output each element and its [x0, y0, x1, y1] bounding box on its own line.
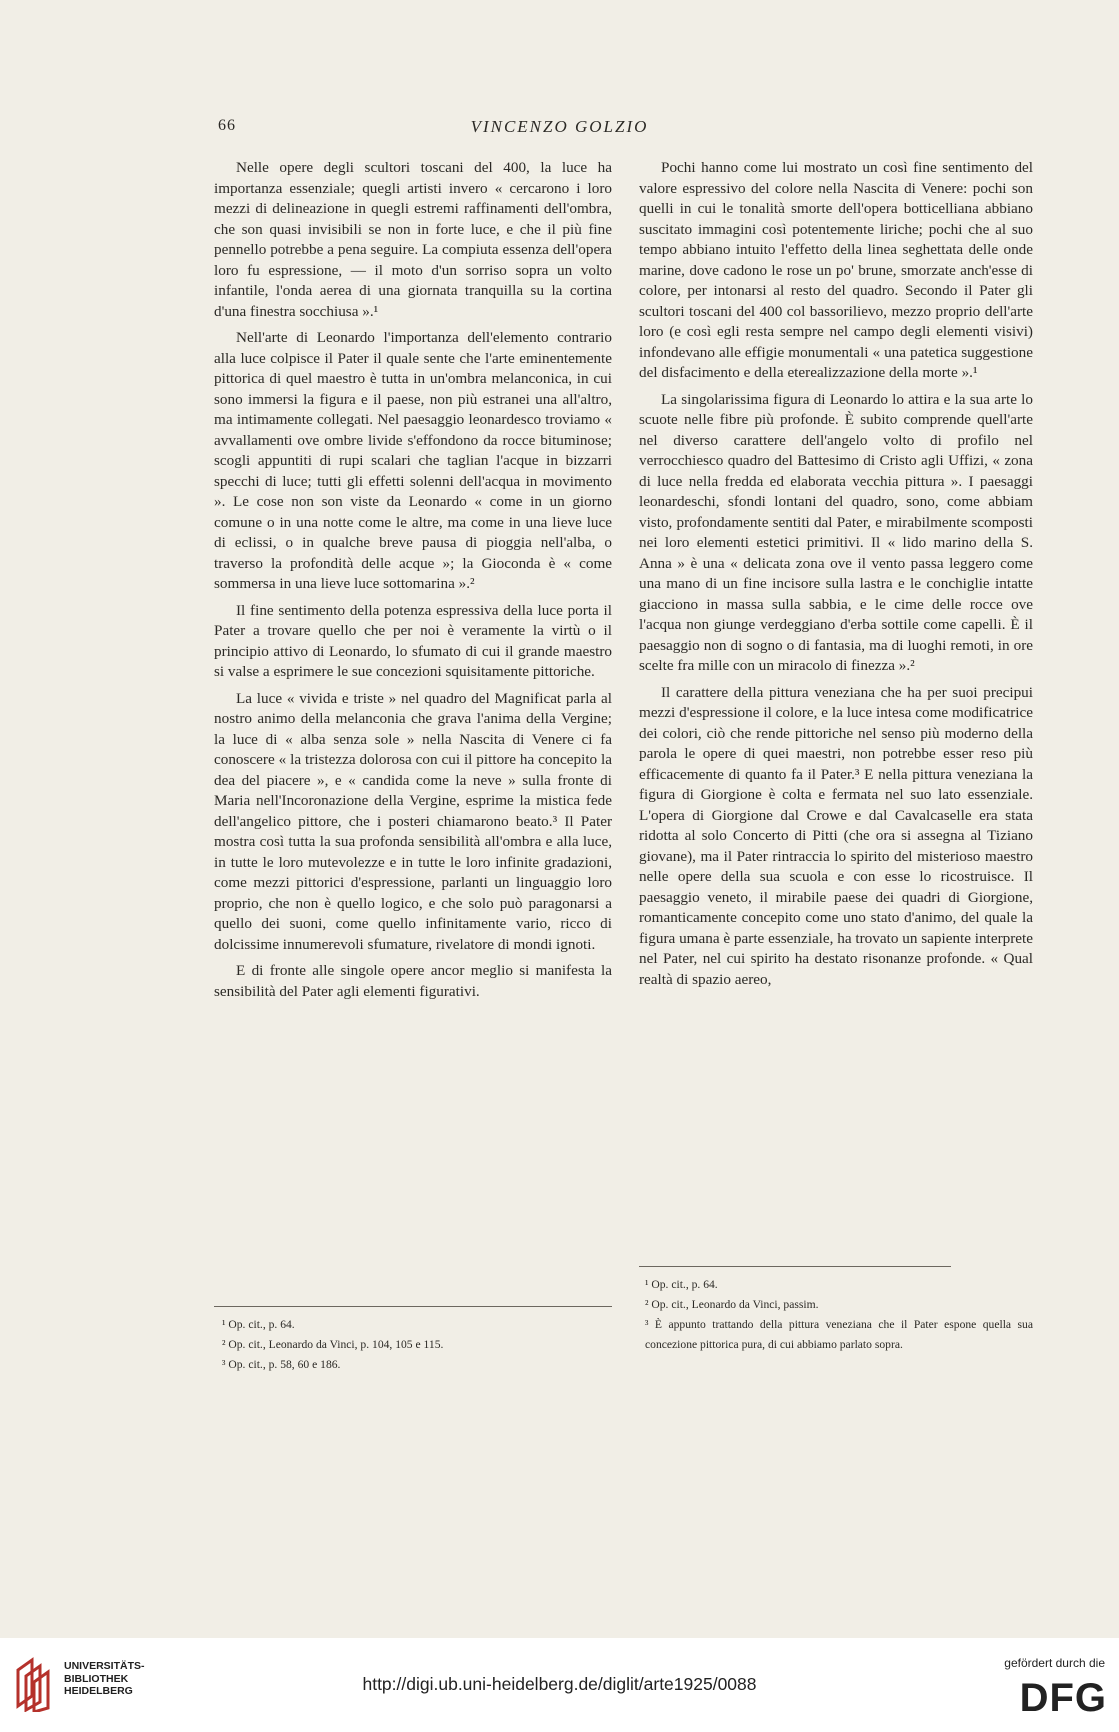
footnotes-left	[222, 1315, 612, 1375]
paragraph: E di fronte alle singole opere ancor meglio si manifesta la sensibilità del Pater agli elementi figurativi.	[214, 962, 612, 1000]
paragraph: Il fine sentimento della potenza espressiva della luce porta il Pater a trovare quello che per noi è veramente la virtù o il principio attivo di Leonardo, lo sfumato di cui il grande maestro si valse a esprimere le sue concezioni squisitamente pittoriche.	[214, 601, 612, 680]
footnote: ¹ Op. cit., p. 64.	[222, 1318, 295, 1331]
paragraph: Pochi hanno come lui mostrato un così fine sentimento del valore espressivo del colore nella Nascita di Venere: pochi son quelli in cui le tonalità smorte dell'opera botticelliana abbiano suscitato immagini così potentemente liriche; pochi che al suo tempo abbiano intuito l'effetto della linea seghettata delle onde marine, dove cadono le rose un po' brune, smorzate anch'esse di colore, per intonarsi al resto del quadro. Secondo il Pater gli scultori toscani del 400 col bassorilievo, mezzo proprio dell'arte loro (e così egli resta sempre nel campo degli elementi visivi) infondevano alle effigie monumentali « una patetica suggestione del disfacimento e della eterealizzazione della morte ».¹	[639, 159, 1033, 381]
footnote-rule-right	[639, 1266, 951, 1267]
dfg-logo[interactable]: DFG	[1019, 1676, 1107, 1720]
permalink[interactable]: http://digi.ub.uni-heidelberg.de/diglit/arte1925/0088	[362, 1674, 757, 1694]
right-column	[639, 158, 1033, 996]
paragraph: La luce « vivida e triste » nel quadro del Magnificat parla al nostro animo della melanconia che grava l'anima della Vergine; la luce di « alba senza sole » nella Nascita di Venere ci fa conoscere « la tristezza dolorosa con cui il pittore ha concepito la dea del piacere », e « candida come la neve » sulla fronte di Maria nell'Incoronazione della Vergine, esprime la mistica fede dell'angelico pittore, che i posteri chiamarono beato.³ Il Pater mostra così tutta la sua profonda sensibilità all'ombra e alla luce, in tutte le loro mutevolezze e in tutte le loro infinite gradazioni, come mezzi pittorici d'espressione, parlanti un linguaggio loro proprio, che non è quello logico, e che solo può paragonarsi a quello dei suoni, come quello infinitamente vario, ricco di dolcissime innumerevoli sfumature, rivelatore di mondi ignoti.	[214, 689, 612, 953]
footnote: ² Op. cit., Leonardo da Vinci, p. 104, 105 e 115.	[222, 1338, 444, 1351]
footnote: ³ Op. cit., p. 58, 60 e 186.	[222, 1358, 341, 1371]
footnote: ² Op. cit., Leonardo da Vinci, passim.	[645, 1298, 819, 1311]
left-column	[214, 158, 612, 1008]
paragraph: Nell'arte di Leonardo l'importanza dell'elemento contrario alla luce colpisce il Pater il quale sente che l'arte eminentemente pittorica di quel maestro è tutta in un'ombra melanconica, in cui sono immersi la figura e il paese, non più estranei una all'altro, ma intimamente collegati. Nel paesaggio leonardesco troviamo « avvallamenti ove ombre livide s'effondono da rocce bituminose; scogli appuntiti di rupi scalari che taglian l'acque in bizzarri specchi di luce; tutti gli effetti solenni dell'acqua in movimento ». Le cose non son viste da Leonardo « come in un giorno comune o in una notte come le altre, ma come in una lieve luce di eclissi, o in qualche breve pausa di pioggia nell'alba, o traverso la profondità delle acque »; la Gioconda è « come sommersa in una lieve luce sottomarina ».²	[214, 329, 612, 592]
viewer-footer	[0, 1638, 1119, 1732]
funded-by-label: gefördert durch die	[1004, 1656, 1105, 1670]
footnote-rule-left	[214, 1306, 612, 1307]
footnote: ³ È appunto trattando della pittura veneziana che il Pater espone quella sua concezione pittorica pura, di cui abbiamo parlato sopra.	[645, 1318, 1033, 1351]
footnote: ¹ Op. cit., p. 64.	[645, 1278, 718, 1291]
running-title: VINCENZO GOLZIO	[470, 117, 649, 136]
library-name: UNIVERSITÄTS- BIBLIOTHEK HEIDELBERG	[64, 1660, 145, 1697]
page-header	[0, 117, 1119, 141]
page-number: 66	[218, 117, 236, 134]
footnotes-right	[645, 1275, 1033, 1355]
paragraph: Nelle opere degli scultori toscani del 400, la luce ha importanza essenziale; quegli artisti invero « cercarono i loro mezzi di delineazione in quegli estremi raffinamenti dell'ombra, che son quasi invisibili se non in forte luce, e che il più fine pennello potrebbe a pena seguire. La compiuta essenza dell'opera loro fu espressione, — il moto d'un sorriso sopra un volto infantile, l'onda aerea di una giornata tranquilla su la cortina d'una finestra socchiusa ».¹	[214, 159, 612, 320]
paragraph: Il carattere della pittura veneziana che ha per suoi precipui mezzi d'espressione il colore, e la luce intesa come modificatrice dei colori, ciò che rende pittoriche nel senso più moderno della parola le opere di quei maestri, non potrebbe esser reso più efficacemente di quanto fa il Pater.³ E nella pittura veneziana la figura di Giorgione è colta e fermata nel suo lato essenziale. L'opera di Giorgione dal Crowe e dal Cavalcaselle era stata ridotta al solo Concerto di Pitti (che ora si assegna al Tiziano giovane), ma il Pater rintraccia lo spirito del misterioso maestro nelle opere della sua scuola e con esse lo ricostruisce. Il paesaggio veneto, il mirabile paese dei quadri di Giorgione, romanticamente concepito come uno stato d'animo, del quale la figura umana è parte essenziale, ha trovato un sapiente interprete nel Pater, nel cui spirito ha destato risonanze profonde. « Qual realtà di spazio aereo,	[639, 683, 1033, 988]
paragraph: La singolarissima figura di Leonardo lo attira e la sua arte lo scuote nelle fibre più profonde. È subito comprende quell'arte nel diverso carattere dell'angelo volto di profilo nel verrocchiesco quadro del Battesimo di Cristo agli Uffizi, « zona di luce nella fredda ed elaborata vecchia pittura ». I paesaggi leonardeschi, sfondi lontani del quadro, sono, come abbiam visto, profondamente sentiti dal Pater, e mirabilmente scomposti nei loro elementi estetici primitivi. Il « lido marino della S. Anna » è una « delicata zona ove il vento passa leggero come una mano di un fine incisore sulla lastra e le conchiglie intatte giacciono in massa sulla sabbia, e le cime delle rocce ove l'acqua non giunge verdeggiano d'erba sottile come capelli. È il paesaggio non di sogno o di fantasia, ma di luoghi remoti, in ore scelte fra mille con un miracolo di finezza ».²	[639, 390, 1033, 674]
